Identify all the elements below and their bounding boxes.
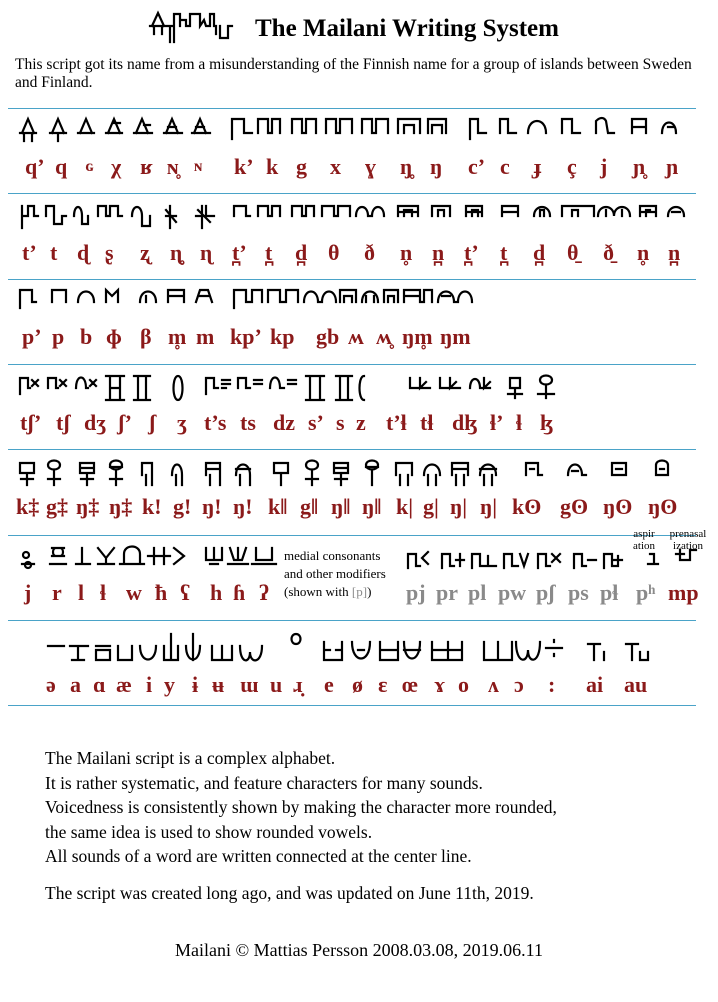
ipa-label: g‖ xyxy=(300,494,319,519)
glyph-row-4 xyxy=(0,370,718,404)
ipa-label: n̥ xyxy=(400,240,413,265)
mailani-logo-icon xyxy=(148,8,240,44)
aspiration-label xyxy=(626,528,662,552)
modifiers-note-line: and other modifiers xyxy=(284,566,386,581)
ipa-label: q’ xyxy=(25,154,45,179)
ipa-label: θ xyxy=(328,240,340,265)
modifiers-note-line: (shown with [p]) xyxy=(284,584,372,599)
ipa-label: ʕ xyxy=(180,580,190,605)
divider xyxy=(8,535,696,536)
ipa-label: tʃ’ xyxy=(20,410,42,435)
ipa-label: p’ xyxy=(22,324,42,349)
ipa-label: t̪ xyxy=(265,240,273,265)
ipa-label: a xyxy=(70,672,81,697)
ipa-label: ɲ xyxy=(666,154,679,179)
description-line: All sounds of a word are written connected at the center line. xyxy=(45,846,472,866)
ipa-label: i xyxy=(146,672,153,697)
ipa-label: ʔ xyxy=(259,580,269,605)
modifier-ipa-label: ps xyxy=(568,580,589,605)
ipa-label: h xyxy=(210,580,223,605)
ipa-label: s’ xyxy=(308,410,324,435)
ipa-label: ø xyxy=(352,672,363,697)
modifier-ipa-label: pl xyxy=(468,580,487,605)
ipa-label: ɣ xyxy=(365,154,376,179)
modifier-ipa-label: pw xyxy=(498,580,527,605)
ipa-label: ɬ xyxy=(516,410,523,435)
ipa-label: ɳ̥ xyxy=(170,240,183,265)
prenasal-label xyxy=(660,528,716,552)
aspiration-label-line: aspir xyxy=(633,528,655,540)
ipa-label: z xyxy=(356,410,366,435)
ipa-label: ɬ xyxy=(100,580,107,605)
glyph-row-3 xyxy=(0,284,718,316)
ipa-label: n̪ xyxy=(432,240,445,265)
divider xyxy=(8,620,696,621)
ipa-label: t’s xyxy=(204,410,227,435)
ipa-label: ɲ̥ xyxy=(633,154,646,179)
ipa-label: t’ɬ xyxy=(386,410,407,435)
ipa-label: kp’ xyxy=(230,324,262,349)
modifier-ipa-label: mp xyxy=(668,580,699,605)
ipa-label: c’ xyxy=(468,154,486,179)
ipa-label: t’ xyxy=(22,240,37,265)
ipa-label: ɟ xyxy=(534,154,542,179)
ipa-label: k‡ xyxy=(16,494,40,519)
description-line: the same idea is used to show rounded vowels. xyxy=(45,821,373,842)
ipa-label: k‖ xyxy=(268,494,288,519)
ipa-label: k xyxy=(266,154,279,179)
ipa-label: k| xyxy=(396,494,414,519)
prenasal-label-line: prenasal xyxy=(669,528,707,540)
ipa-label: tʃ xyxy=(56,410,70,435)
ipa-label: j xyxy=(24,580,32,605)
ipa-label: o xyxy=(458,672,469,697)
divider xyxy=(8,705,696,706)
ipa-label: y xyxy=(164,672,175,697)
ipa-label: ɬ’ xyxy=(490,410,504,435)
ipa-label: x xyxy=(330,154,341,179)
ipa-label: ɖ xyxy=(77,240,90,265)
ipa-label: t̪’ xyxy=(464,240,479,265)
modifier-ipa-label: pr xyxy=(436,580,458,605)
ipa-label: ŋ‡ xyxy=(76,494,100,519)
ipa-label: ʂ xyxy=(105,240,114,265)
page-title: The Mailani Writing System xyxy=(255,15,559,42)
ipa-label: ə xyxy=(46,672,56,697)
aspiration-label-line: ation xyxy=(633,540,655,552)
ipa-label: ŋ‖ xyxy=(362,494,382,519)
ipa-label: ŋ! xyxy=(202,494,222,519)
ipa-label: t̪ xyxy=(500,240,508,265)
ipa-label: ɑ xyxy=(93,672,106,697)
ipa-label: œ xyxy=(402,672,418,697)
ipa-label: ɦ xyxy=(233,580,246,605)
modifiers-note xyxy=(284,547,386,601)
ipa-label: ɢ xyxy=(85,158,95,175)
ipa-label: ʐ xyxy=(140,240,150,265)
ipa-label: β xyxy=(140,324,152,349)
ipa-label: dʒ xyxy=(84,410,107,435)
glyph-row-5 xyxy=(0,455,718,491)
ipa-label: ai xyxy=(586,672,604,697)
ipa-label: ɹ̣ xyxy=(293,672,303,697)
ipa-label: u xyxy=(270,672,283,697)
divider xyxy=(8,449,696,450)
footer-copyright: Mailani © Mattias Persson 2008.03.08, 2019.06.11 xyxy=(175,940,543,960)
ipa-label: θ̠ xyxy=(567,240,579,265)
divider xyxy=(8,279,696,280)
ipa-label: d̪ xyxy=(295,240,308,265)
ipa-label: k! xyxy=(142,494,162,519)
ipa-label: ŋ| xyxy=(450,494,468,519)
ipa-label: ɨ xyxy=(192,672,199,697)
divider xyxy=(8,108,696,109)
ipa-label: kp xyxy=(270,324,295,349)
ipa-label: ʒ xyxy=(177,410,188,435)
ipa-label: ŋ! xyxy=(233,494,253,519)
ipa-label: χ xyxy=(111,154,122,179)
ipa-label: gb xyxy=(316,324,340,349)
ipa-label: p xyxy=(52,324,65,349)
prenasal-label-line: ization xyxy=(673,540,703,552)
ipa-label: m̥ xyxy=(168,324,187,349)
ipa-label: kʘ xyxy=(512,494,542,519)
modifier-ipa-label: pʰ xyxy=(636,580,656,605)
ipa-label: dɮ xyxy=(452,410,478,435)
glyph-row-2 xyxy=(0,198,718,234)
ipa-label: ɔ xyxy=(514,672,524,697)
ipa-label: tɬ xyxy=(420,410,434,435)
ipa-label: ɸ xyxy=(106,324,122,349)
ipa-label: s xyxy=(336,410,345,435)
ipa-label: ð xyxy=(364,240,375,265)
ipa-label: g| xyxy=(423,494,439,519)
ipa-label: ɴ xyxy=(194,158,203,175)
ipa-label: ʌ xyxy=(488,672,499,697)
ipa-label: ʍ̥ xyxy=(376,324,392,349)
ipa-label: d̪ xyxy=(533,240,546,265)
glyph-row-1 xyxy=(0,113,718,145)
ipa-label: n̥ xyxy=(637,240,650,265)
ipa-label: ŋm xyxy=(440,324,471,349)
header xyxy=(0,0,718,52)
ipa-label: ɳ xyxy=(200,240,213,265)
ipa-label: r xyxy=(52,580,62,605)
update-note: The script was created long ago, and was updated on June 11th, 2019. xyxy=(45,882,534,903)
description-line: Voicedness is consistently shown by making the character more rounded, xyxy=(45,797,557,817)
ipa-label: ʍ xyxy=(348,324,364,349)
ipa-label: c xyxy=(500,154,510,179)
ipa-label: b xyxy=(80,324,93,349)
ipa-label: ç xyxy=(567,154,577,179)
ipa-label: k’ xyxy=(234,154,254,179)
ipa-label: ʉ xyxy=(212,672,225,697)
ipa-label: ɴ̥ xyxy=(167,154,179,179)
ipa-label: t xyxy=(50,240,58,265)
ipa-label: ɯ xyxy=(240,672,259,697)
ipa-label: g‡ xyxy=(46,494,68,519)
ipa-label: t̪’ xyxy=(232,240,247,265)
ipa-label: ŋ xyxy=(430,154,443,179)
ipa-label: ŋʘ xyxy=(648,494,678,519)
description-line: The Mailani script is a complex alphabet. xyxy=(45,748,336,768)
ipa-label: l xyxy=(78,580,85,605)
ipa-label: w xyxy=(126,580,142,605)
modifiers-note-line: medial consonants xyxy=(284,548,381,563)
ipa-label: g xyxy=(296,154,307,179)
ipa-label: ŋ̥ xyxy=(400,154,413,179)
ipa-label: au xyxy=(624,672,648,697)
ipa-label: dz xyxy=(273,410,295,435)
ipa-label: æ xyxy=(116,672,132,697)
ipa-label: m xyxy=(196,324,215,349)
ipa-label: ts xyxy=(240,410,256,435)
description xyxy=(45,746,557,905)
ipa-label: ʃ’ xyxy=(118,410,132,435)
ipa-label: ɛ xyxy=(378,672,388,697)
ipa-label: ŋ| xyxy=(480,494,498,519)
ipa-label: ŋʘ xyxy=(603,494,633,519)
modifier-ipa-label: pj xyxy=(406,580,426,605)
ipa-label: ɤ xyxy=(434,672,446,697)
description-line: It is rather systematic, and feature characters for many sounds. xyxy=(45,772,483,793)
ipa-label: ʃ xyxy=(149,410,156,435)
ipa-label: ʁ xyxy=(140,154,153,179)
ipa-label: ŋ‖ xyxy=(331,494,351,519)
ipa-label: g! xyxy=(173,494,192,519)
ipa-label: ð̠ xyxy=(603,240,614,265)
modifier-ipa-label: pɬ xyxy=(600,580,619,605)
divider xyxy=(8,364,696,365)
ipa-label: ŋm̥ xyxy=(402,324,433,349)
ipa-label: gʘ xyxy=(560,494,589,519)
ipa-label: q xyxy=(55,154,68,179)
ipa-label: j xyxy=(600,154,608,179)
ipa-label: ɮ xyxy=(540,410,554,435)
intro-text: This script got its name from a misunderstanding of the Finnish name for a group of islands between Sweden and Finland. xyxy=(15,56,692,91)
ipa-label: e xyxy=(324,672,334,697)
divider xyxy=(8,193,696,194)
ipa-label: ŋ‡ xyxy=(109,494,133,519)
ipa-label: n̪ xyxy=(668,240,681,265)
glyph-row-7 xyxy=(0,630,718,670)
modifier-ipa-label: pʃ xyxy=(536,580,555,605)
ipa-label: : xyxy=(548,672,556,697)
ipa-label: ħ xyxy=(155,580,168,605)
